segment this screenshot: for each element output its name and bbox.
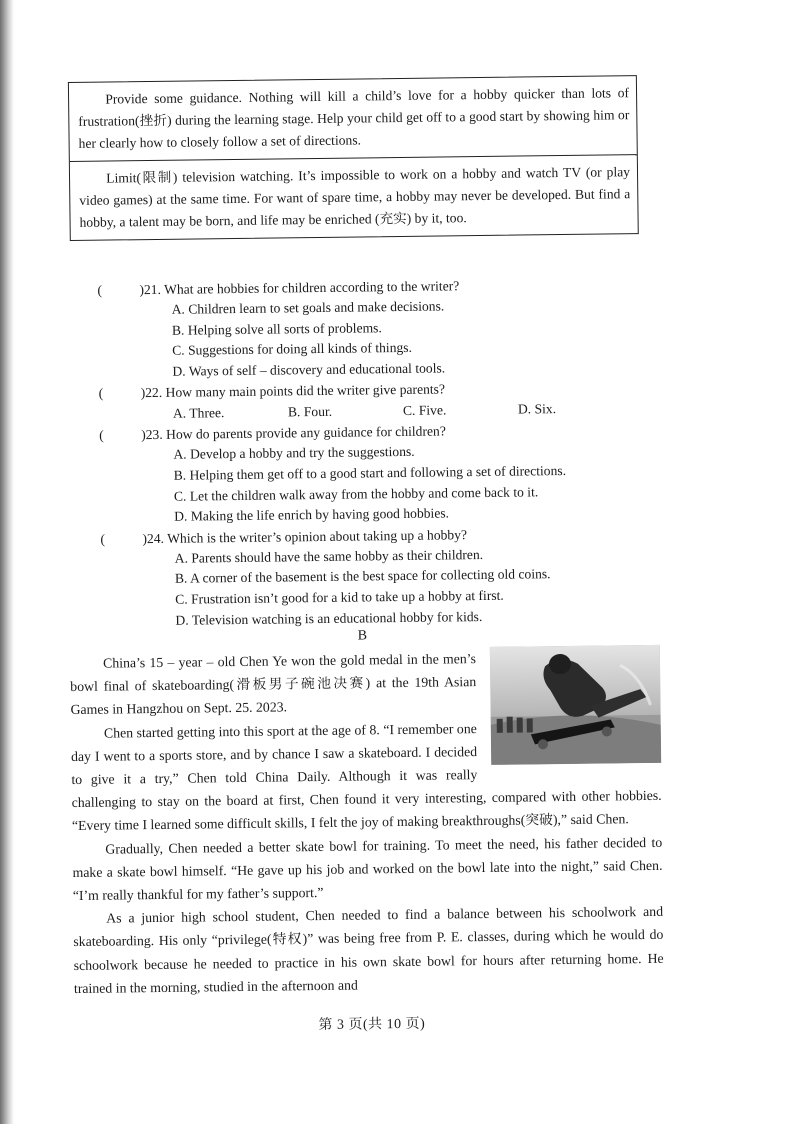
option: C. Frustration isn’t good for a kid to take up a hobby at first. xyxy=(175,587,504,607)
option: A. Parents should have the same hobby as their children. xyxy=(174,546,484,566)
passage-paragraph: Gradually, Chen needed a better skate bowl for training. To meet the need, his father decided to make a skate bowl himself. “He gave up his job and worked on the bowl late into the night,” said Chen. “I’m really thankful for my father’s support.” xyxy=(72,834,663,904)
reading-passage-b xyxy=(70,645,664,1000)
question-list xyxy=(97,273,661,632)
option: A. Children learn to set goals and make decisions. xyxy=(171,298,445,317)
option: D. Six. xyxy=(517,401,557,417)
section-label: B xyxy=(357,628,368,644)
tips-table xyxy=(68,75,639,241)
option: D. Making the life enrich by having good hobbies. xyxy=(174,505,450,524)
option: C. Suggestions for doing all kinds of things. xyxy=(172,340,413,358)
tip-cell-tv xyxy=(70,154,638,240)
question-number: )24. xyxy=(142,530,165,546)
skateboarder-photo xyxy=(490,645,661,765)
page-number: 第 3 页(共 10 页) xyxy=(318,1016,426,1034)
question-24 xyxy=(100,522,661,632)
question-number: )23. xyxy=(141,427,163,443)
answer-blank: ( xyxy=(100,531,106,547)
question-text: How many main points did the writer give parents? xyxy=(165,381,446,401)
question-text: What are hobbies for children according to the writer? xyxy=(164,278,460,297)
question-23 xyxy=(99,418,660,528)
option: C. Five. xyxy=(402,402,447,419)
passage-paragraph: As a junior high school student, Chen needed to find a balance between his schoolwork and skateboarding. His only “privilege(特权)” was being free from P. E. classes, during which he would do schoolwork because he needed to practice in his own skate bowl for hours after returning home. He trained in the morning, studied in the afternoon and xyxy=(73,904,664,996)
question-22 xyxy=(99,376,659,425)
tip-text: Provide some guidance. Nothing will kill a child’s love for a hobby quicker than lots of frustration(挫折) during the learning stage. Help your child get off to a good start by showing him or her clearly how to closely follow a set of directions. xyxy=(78,85,630,151)
answer-blank: ( xyxy=(97,282,103,298)
passage-paragraph: Chen started getting into this sport at the age of 8. “I remember one day I went to a sports store, and by chance I saw a skateboard. I decided to give it a try,” Chen told China Daily. Although it was really challenging to stay on the board at first, Chen found it very interesting, compared with other hobbies. “Every time I learned some difficult skills, I felt the joy of making breakthroughs(突破),” said Chen. xyxy=(71,720,662,834)
question-number: )22. xyxy=(140,385,163,401)
question-text: Which is the writer’s opinion about taking up a hobby? xyxy=(167,526,468,546)
question-21 xyxy=(97,273,658,383)
passage-paragraph: China’s 15 – year – old Chen Ye won the gold medal in the men’s bowl final of skateboarding(滑板男子碗池决赛) at the 19th Asian Games in Hangzhou on Sept. 25. 2023. xyxy=(70,651,477,718)
tip-text: Limit(限制) television watching. It’s impossible to work on a hobby and watch TV (or play video games) at the same time. For want of spare time, a hobby may never be developed. But find a hobby, a talent may be born, and life may be enriched (充实) by it, too. xyxy=(79,164,631,230)
question-number: )21. xyxy=(139,281,162,298)
skateboarder-image-icon xyxy=(490,645,661,765)
option: D. Television watching is an educational hobby for kids. xyxy=(175,608,483,628)
option: A. Develop a hobby and try the suggestions. xyxy=(173,444,415,463)
question-text: How do parents provide any guidance for children? xyxy=(166,423,446,443)
answer-blank: ( xyxy=(98,385,104,402)
option: B. Helping solve all sorts of problems. xyxy=(171,319,382,338)
tip-cell-guidance xyxy=(69,76,637,161)
option: B. Four. xyxy=(287,404,333,420)
option: B. A corner of the basement is the best space for collecting old coins. xyxy=(174,566,551,587)
option: D. Ways of self – discovery and educational tools. xyxy=(172,360,446,379)
answer-blank: ( xyxy=(99,427,104,444)
option: B. Helping them get off to a good start and following a set of directions. xyxy=(173,462,567,483)
option: A. Three. xyxy=(172,405,225,422)
option: C. Let the children walk away from the hobby and come back to it. xyxy=(173,483,539,504)
